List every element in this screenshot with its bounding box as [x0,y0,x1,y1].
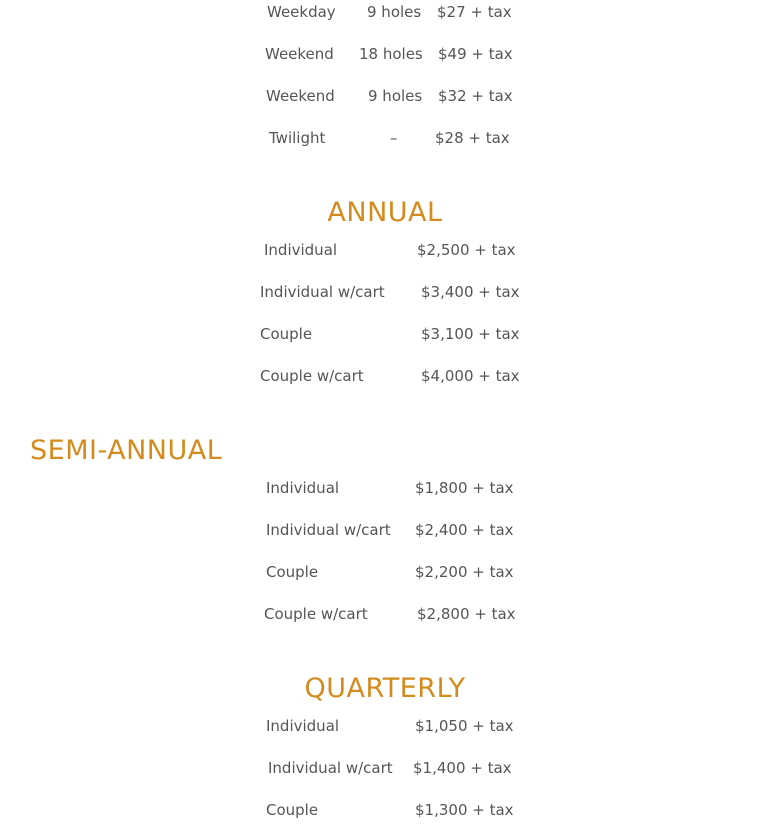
annual-row-price: $3,100 + tax [421,325,520,343]
quarterly-row-label: Couple [266,801,319,819]
semi-annual-row-price: $1,800 + tax [415,479,514,497]
quarterly-row-label: Individual [266,717,340,735]
daily-rate-day: Weekend [265,45,334,63]
annual-row-price: $2,500 + tax [417,241,516,259]
daily-rate-price: $27 + tax [437,3,512,21]
annual-row-label: Individual w/cart [260,283,385,301]
daily-rate-price: $28 + tax [435,129,510,147]
semi-annual-row-label: Couple w/cart [264,605,368,623]
daily-rate-price: $49 + tax [438,45,513,63]
semi-annual-row-price: $2,200 + tax [415,563,514,581]
semi-annual-row-label: Individual w/cart [266,521,391,539]
quarterly-row-price: $1,050 + tax [415,717,514,735]
quarterly-row-price: $1,300 + tax [415,801,514,819]
quarterly-row-label: Individual w/cart [268,759,393,777]
semi-annual-row-price: $2,400 + tax [415,521,514,539]
daily-rate-holes: 9 holes [368,87,423,105]
quarterly-heading: QUARTERLY [304,673,466,704]
quarterly-row-price: $1,400 + tax [413,759,512,777]
daily-rate-day: Weekend [266,87,335,105]
annual-row-label: Couple w/cart [260,367,364,385]
annual-row-price: $3,400 + tax [421,283,520,301]
annual-row-price: $4,000 + tax [421,367,520,385]
semi-annual-row-price: $2,800 + tax [417,605,516,623]
daily-rate-holes: 9 holes [367,3,422,21]
annual-row-label: Couple [260,325,313,343]
daily-rate-day: Weekday [267,3,336,21]
daily-rate-price: $32 + tax [438,87,513,105]
daily-rate-day: Twilight [269,129,326,147]
semi-annual-row-label: Individual [266,479,340,497]
annual-heading: ANNUAL [327,197,443,228]
annual-row-label: Individual [264,241,338,259]
daily-rate-holes: – [390,129,398,147]
daily-rate-holes: 18 holes [359,45,423,63]
semi-annual-row-label: Couple [266,563,319,581]
semi-annual-heading: SEMI-ANNUAL [30,435,223,466]
